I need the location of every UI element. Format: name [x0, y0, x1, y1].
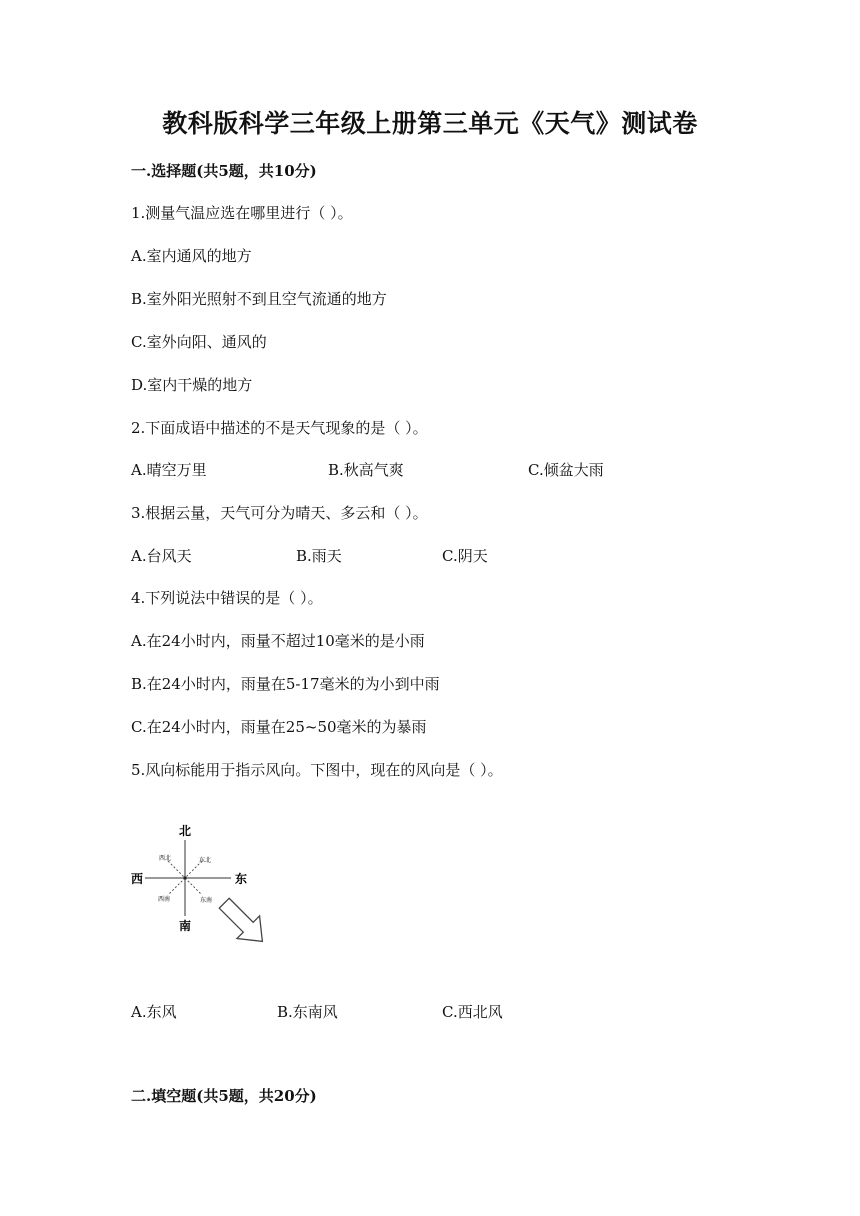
compass-center	[183, 876, 186, 879]
question-5-option-a: A.东风	[131, 1003, 177, 1021]
question-4-stem: 4.下列说法中错误的是（ ）。	[131, 589, 323, 607]
question-3-option-b: B.雨天	[296, 547, 342, 565]
compass-label-northwest: 西北	[158, 855, 172, 862]
wind-direction-diagram	[125, 818, 285, 963]
question-4-option-c: C.在24小时内，雨量在25~50毫米的为暴雨	[131, 718, 427, 736]
wind-arrow	[213, 892, 274, 953]
compass-label-west: 西	[130, 872, 144, 886]
compass-label-southeast: 东南	[199, 897, 213, 904]
question-4-option-a: A.在24小时内，雨量不超过10毫米的是小雨	[131, 632, 425, 650]
question-1-option-d: D.室内干燥的地方	[131, 376, 253, 394]
compass-label-southwest: 西南	[157, 896, 171, 903]
compass-label-south: 南	[178, 919, 192, 933]
section-heading-choice: 一.选择题(共5题，共10分)	[131, 162, 317, 180]
question-4-option-b: B.在24小时内，雨量在5-17毫米的为小到中雨	[131, 675, 440, 693]
page-title: 教科版科学三年级上册第三单元《天气》测试卷	[162, 109, 698, 138]
question-1-option-a: A.室内通风的地方	[131, 247, 252, 265]
question-3-stem: 3.根据云量，天气可分为晴天、多云和（ ）。	[131, 504, 428, 522]
question-1-option-b: B.室外阳光照射不到且空气流通的地方	[131, 290, 387, 308]
question-3-option-c: C.阴天	[442, 547, 488, 565]
question-5-option-b: B.东南风	[277, 1003, 338, 1021]
question-2-option-c: C.倾盆大雨	[528, 461, 604, 479]
question-3-option-a: A.台风天	[131, 547, 192, 565]
section-heading-fill-blank: 二.填空题(共5题，共20分)	[131, 1087, 317, 1105]
question-5-stem: 5.风向标能用于指示风向。下图中，现在的风向是（ ）。	[131, 761, 503, 779]
compass-label-east: 东	[234, 872, 248, 886]
question-1-option-c: C.室外向阳、通风的	[131, 333, 267, 351]
question-2-option-b: B.秋高气爽	[328, 461, 404, 479]
question-5-option-c: C.西北风	[442, 1003, 503, 1021]
compass-label-north: 北	[178, 824, 192, 838]
question-2-stem: 2.下面成语中描述的不是天气现象的是（ ）。	[131, 419, 428, 437]
question-2-option-a: A.晴空万里	[131, 461, 207, 479]
question-1-stem: 1.测量气温应选在哪里进行（ ）。	[131, 204, 353, 222]
compass-label-northeast: 东北	[198, 857, 212, 864]
